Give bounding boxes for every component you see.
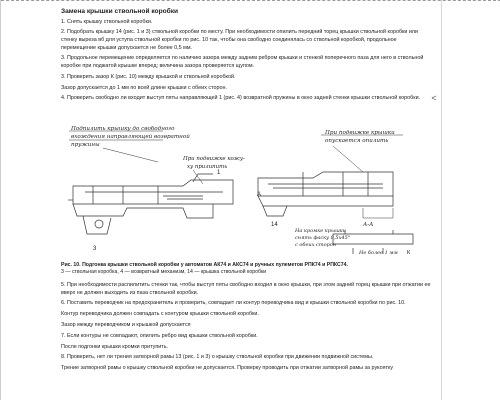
fig-label: опускается опилить — [325, 138, 389, 144]
fig-letter: К — [407, 250, 411, 256]
figure-10 — [63, 126, 433, 258]
fig-label: пружины — [71, 142, 100, 148]
caption-title: Рис. 10. Подгонка крышки ствольной коробки у автоматов АК74 и АКС74 и ручных пулеметов РПК74 и РПКС74. — [61, 262, 348, 268]
right-border — [441, 0, 442, 400]
figure-caption — [61, 262, 433, 276]
top-text — [61, 6, 433, 106]
fig-note: Не более 1 мм — [359, 250, 398, 256]
fig-note: На кромке крышки — [295, 228, 347, 234]
paragraph: 1. Снять крышку ствольной коробки. — [61, 18, 153, 25]
fig-number: 14 — [271, 222, 278, 228]
section-label: А-А — [363, 222, 374, 228]
fig-label: При подвижке кожу- — [183, 156, 245, 162]
bottom-text — [61, 282, 433, 376]
share-icon[interactable]: < — [431, 93, 437, 103]
paragraph: 2. Подобрать крышку 14 (рис. 1 и 3) ствольной коробки по месту. При необходимости опилить передний торец крышки ствольной коробки или стенку выреза вб для уступа ствольной коробки по рис. 10 так, чтобы она свободно соединялась со ствольной коробкой, продольное перемещение крышки допускается не более 0,5 мм. — [61, 29, 419, 51]
paragraph: 7. Если контуры не совпадают, опилить ребро вид крышки ствольной коробки. — [61, 332, 258, 339]
fig-label: Подпилить крышку до свободного — [71, 126, 175, 132]
paragraph: 8. Проверить, нет ли трения затворной рамы 13 (рис. 1 и 3) о крышку ствольной коробки при движении подвижной системы. — [61, 354, 374, 361]
paragraph: Трение затворной рамы о крышку ствольной коробки не допускается. Проверку проводить при отжатии затворной рамы за рукоятку — [61, 365, 394, 372]
caption-body: 3 — ствольная коробка, 4 — возвратный механизм, 14 — крышка ствольной коробки — [61, 269, 267, 275]
fig-label: вхождения направляющей возвратной — [71, 134, 190, 140]
right-drawing — [258, 146, 393, 218]
fig-label: При подвижке крышки — [325, 130, 395, 136]
fig-arrow-label: А — [257, 192, 262, 198]
fig-number: 1 — [217, 170, 221, 176]
paragraph: 3. Продольное перемещение определяется по наличию зазора между задним ребром крышки и стенкой поперечного паза для него в ствольной коробке при поджатой крышке вперед; величина зазора проверяется щупом. — [61, 55, 424, 69]
section-heading: Замена крышки ствольной коробки — [61, 8, 179, 15]
paragraph: Зазор допускается до 1 мм по всей длине крышки с обеих сторон. — [61, 84, 227, 91]
paragraph: Контур переводчика должен совпадать с контуром крышки ствольной коробки. — [61, 311, 259, 318]
paragraph: 4. Проверить свободно ли входит выступ пяты направляющей 1 (рис. 4) возвратной пружины в окно задней стенки крышки ствольной коробки. — [61, 95, 421, 102]
fig-number: 3 — [93, 246, 97, 252]
paragraph: 6. Поставить переводчик на предохранитель и проверить, совпадает ли контур переводчика вид и крышки ствольной коробки по рис. 10. — [61, 300, 406, 307]
fig-note: снять фаску 0,5х45° — [295, 235, 351, 241]
fig-note: с обеих сторон — [295, 242, 337, 248]
paragraph: 5. При необходимости распилитить стенки так, чтобы выступ пяты свободно входил в окно крышки, при этом задний торец крышки при отжатии ее вверх не должен выходить из паза ствольной коробки. — [61, 282, 431, 296]
paragraph: После подгонки крышки кромки притупить. — [61, 343, 169, 350]
page-top-edge — [1, 0, 500, 5]
paragraph: Зазор между переводчиком и крышкой допускается — [61, 321, 191, 328]
paragraph: 3. Проверить зазор К (рис. 10) между крышкой и ствольной коробкой. — [61, 73, 236, 80]
fig-label: ху прилипить — [187, 164, 228, 170]
